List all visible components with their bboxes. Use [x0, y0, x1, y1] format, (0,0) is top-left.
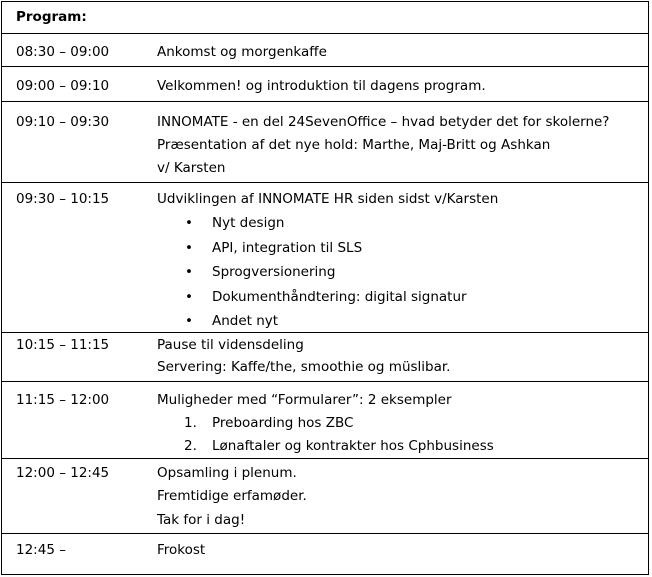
bullet-icon: •: [185, 215, 193, 231]
row-time: 09:30 – 10:15: [16, 191, 110, 207]
row-time: 09:10 – 09:30: [16, 114, 110, 130]
bullet-icon: •: [185, 240, 193, 256]
row-text: INNOMATE - en del 24SevenOffice – hvad betyder det for skolerne?: [157, 114, 610, 130]
row-divider: [2, 182, 648, 183]
list-item: Dokumenthåndtering: digital signatur: [212, 289, 467, 305]
row-text: v/ Karsten: [157, 160, 226, 176]
program-heading: Program:: [16, 9, 87, 25]
row-text: Opsamling i plenum.: [157, 465, 297, 481]
row-time: 08:30 – 09:00: [16, 44, 110, 60]
list-number: 1.: [184, 415, 197, 431]
row-divider: [2, 332, 648, 333]
bullet-icon: •: [185, 264, 193, 280]
row-time: 12:45 –: [16, 542, 66, 558]
row-time: 09:00 – 09:10: [16, 78, 110, 94]
row-divider: [2, 33, 648, 34]
row-divider: [2, 66, 648, 67]
row-time: 10:15 – 11:15: [16, 337, 110, 353]
list-item: Lønaftaler og kontrakter hos Cphbusiness: [212, 438, 494, 454]
row-time: 12:00 – 12:45: [16, 465, 110, 481]
row-text: Præsentation af det nye hold: Marthe, Maj-Britt og Ashkan: [157, 137, 551, 153]
list-item: API, integration til SLS: [212, 240, 363, 256]
row-divider: [2, 381, 648, 382]
list-item: Preboarding hos ZBC: [212, 415, 354, 431]
row-text: Muligheder med “Formularer”: 2 eksempler: [157, 392, 452, 408]
row-divider: [2, 458, 648, 459]
row-text: Fremtidige erfamøder.: [157, 488, 307, 504]
list-item: Nyt design: [212, 215, 285, 231]
row-divider: [2, 101, 648, 102]
row-text: Udviklingen af INNOMATE HR siden sidst v/Karsten: [157, 191, 499, 207]
row-text: Servering: Kaffe/the, smoothie og müslibar.: [157, 359, 451, 375]
row-text: Ankomst og morgenkaffe: [157, 44, 327, 60]
list-item: Andet nyt: [212, 313, 279, 329]
list-item: Sprogversionering: [212, 264, 336, 280]
bullet-icon: •: [185, 289, 193, 305]
row-text: Velkommen! og introduktion til dagens program.: [157, 78, 486, 94]
row-text: Frokost: [157, 542, 206, 558]
list-number: 2.: [184, 438, 197, 454]
row-text: Tak for i dag!: [157, 512, 246, 528]
row-time: 11:15 – 12:00: [16, 392, 110, 408]
bullet-icon: •: [185, 313, 193, 329]
row-divider: [2, 533, 648, 534]
row-text: Pause til vidensdeling: [157, 337, 304, 353]
